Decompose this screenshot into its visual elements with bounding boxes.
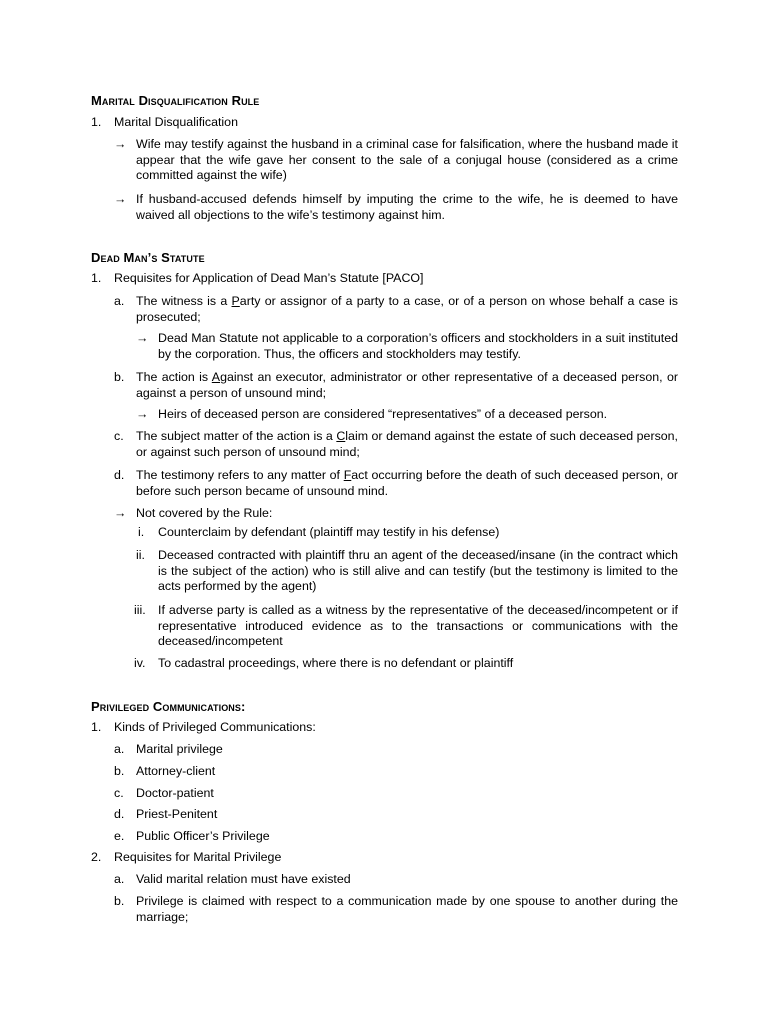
arrow-icon: → bbox=[114, 506, 127, 520]
list-letter: b. bbox=[114, 764, 125, 778]
kind-doctor-patient: Doctor-patient bbox=[136, 786, 214, 800]
exception-cadastral: To cadastral proceedings, where there is no defendant or plaintiff bbox=[158, 656, 514, 670]
bullet-wife-may-testify: Wife may testify against the husband in a criminal case for falsification, where the husband made it appear that the wife gave her consent to the sale of a conjugal house (considered as a crime committed against the wife) bbox=[136, 137, 678, 182]
list-number: 1. bbox=[91, 271, 102, 285]
list-roman: iii. bbox=[134, 603, 146, 617]
list-item-kinds-privileged: Kinds of Privileged Communications: bbox=[114, 720, 316, 734]
list-letter: d. bbox=[114, 468, 125, 482]
kind-public-officer: Public Officer’s Privilege bbox=[136, 829, 270, 843]
list-letter: d. bbox=[114, 807, 125, 821]
list-number: 1. bbox=[91, 115, 102, 129]
note-corporation-officers: Dead Man Statute not applicable to a corporation’s officers and stockholders in a suit instituted by the corporation. Thus, the officers and stockholders may testify. bbox=[158, 331, 678, 361]
list-item-requisites-dead-mans-statute: Requisites for Application of Dead Man’s Statute [PACO] bbox=[114, 271, 424, 285]
arrow-icon: → bbox=[114, 137, 127, 151]
requisite-fact: The testimony refers to any matter of Fact occurring before the death of such deceased person, or before such person became of unsound mind. bbox=[136, 468, 679, 498]
mnemonic-letter: F bbox=[343, 468, 352, 482]
requisite-party: The witness is a Party or assignor of a party to a case, or of a person on whose behalf a case is prosecuted; bbox=[136, 294, 678, 324]
mnemonic-letter: C bbox=[336, 429, 346, 443]
list-item-marital-disqualification: Marital Disqualification bbox=[114, 115, 238, 129]
mnemonic-letter: A bbox=[211, 370, 221, 384]
list-roman: iv. bbox=[134, 656, 146, 670]
list-letter: b. bbox=[114, 370, 125, 384]
arrow-icon: → bbox=[114, 192, 127, 206]
list-letter: e. bbox=[114, 829, 125, 843]
requisite-claim: The subject matter of the action is a Claim or demand against the estate of such deceased person, or against such person of unsound mind; bbox=[136, 429, 678, 459]
exception-counterclaim: Counterclaim by defendant (plaintiff may testify in his defense) bbox=[158, 525, 500, 539]
kind-priest-penitent: Priest-Penitent bbox=[136, 807, 218, 821]
requisite-communication-during-marriage: Privilege is claimed with respect to a communication made by one spouse to another during the marriage; bbox=[136, 894, 678, 924]
list-number: 2. bbox=[91, 850, 102, 864]
list-letter: c. bbox=[114, 429, 124, 443]
list-number: 1. bbox=[91, 720, 102, 734]
bullet-husband-accused: If husband-accused defends himself by imputing the crime to the wife, he is deemed to have waived all objections to the wife’s testimony against him. bbox=[136, 192, 678, 222]
kind-attorney-client: Attorney-client bbox=[136, 764, 216, 778]
not-covered-heading: Not covered by the Rule: bbox=[136, 506, 273, 520]
exception-agent: Deceased contracted with plaintiff thru an agent of the deceased/insane (in the contract which is the subject of the action) who is still alive and can testify (but the testimony is limited to the acts performed by the agent) bbox=[158, 548, 678, 593]
list-roman: ii. bbox=[136, 548, 145, 562]
exception-adverse-party: If adverse party is called as a witness by the representative of the deceased/incompetent or if representative introduced evidence as to the transactions or communications with the deceased/incompetent bbox=[158, 603, 678, 648]
note-heirs-representatives: Heirs of deceased person are considered “representatives” of a deceased person. bbox=[158, 407, 608, 421]
list-letter: a. bbox=[114, 294, 125, 308]
heading-dead-mans-statute: Dead Man’s Statute bbox=[91, 250, 205, 265]
requisite-valid-marital-relation: Valid marital relation must have existed bbox=[136, 872, 351, 886]
list-letter: a. bbox=[114, 872, 125, 886]
heading-marital-disqualification-rule: Marital Disqualification Rule bbox=[91, 93, 260, 108]
list-letter: c. bbox=[114, 786, 124, 800]
heading-privileged-communications: Privileged Communications: bbox=[91, 699, 246, 714]
list-roman: i. bbox=[138, 525, 145, 539]
requisite-against: The action is Against an executor, administrator or other representative of a deceased person, or against a person of unsound mind; bbox=[136, 370, 678, 400]
mnemonic-letter: P bbox=[231, 294, 240, 308]
list-letter: b. bbox=[114, 894, 125, 908]
arrow-icon: → bbox=[136, 407, 149, 421]
arrow-icon: → bbox=[136, 331, 149, 345]
list-item-requisites-marital-privilege: Requisites for Marital Privilege bbox=[114, 850, 282, 864]
list-letter: a. bbox=[114, 742, 125, 756]
kind-marital-privilege: Marital privilege bbox=[136, 742, 223, 756]
